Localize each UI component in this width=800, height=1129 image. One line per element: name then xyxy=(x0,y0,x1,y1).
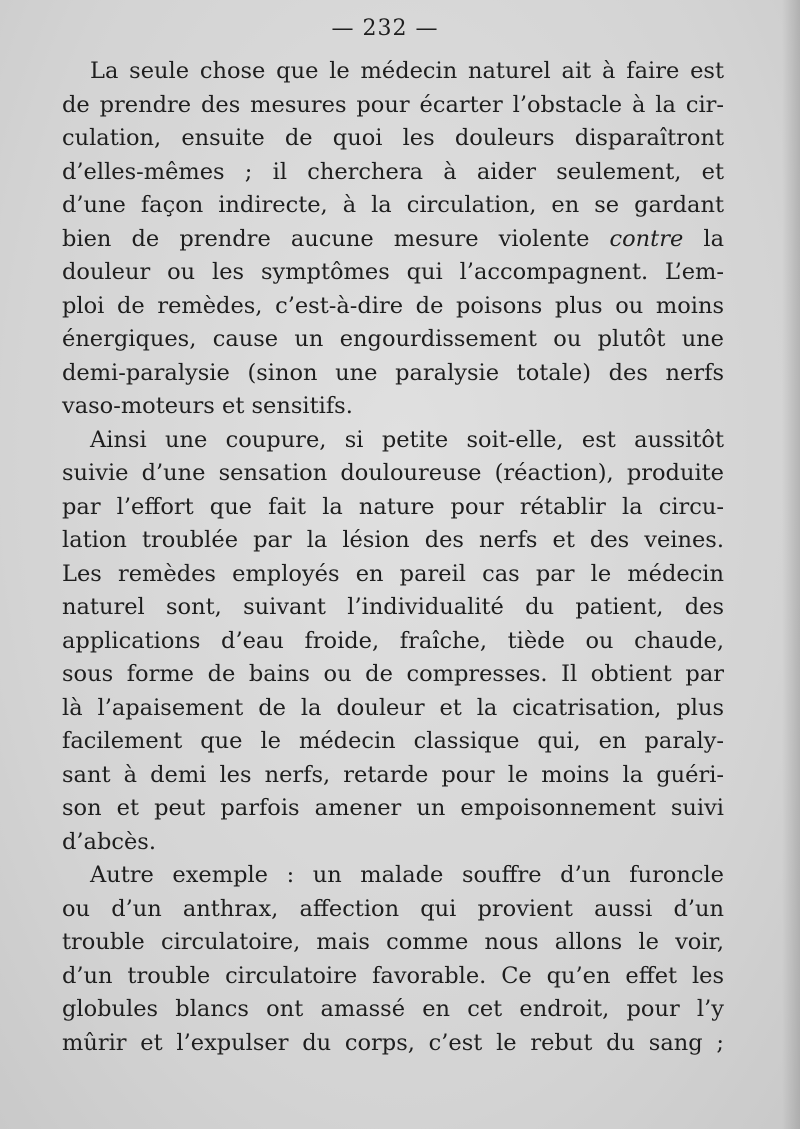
text-line: ploi de remèdes, c’est-à-dire de poisons plus ou moins xyxy=(62,292,724,319)
text-line: sant à demi les nerfs, retarde pour le moins la guéri- xyxy=(62,761,724,788)
text-line: lation troublée par la lésion des nerfs et des veines. xyxy=(62,527,724,553)
text-line: douleur ou les symptômes qui l’accompagnent. L’em- xyxy=(62,259,724,285)
text-line: Autre exemple : un malade souffre d’un furoncle xyxy=(90,862,724,888)
paragraph-2 xyxy=(62,424,724,860)
body-text xyxy=(62,55,724,1060)
paragraph-3 xyxy=(62,859,724,1060)
text-line: La seule chose que le médecin naturel ait à faire est xyxy=(90,58,724,84)
text-line: d’abcès. xyxy=(62,828,156,855)
text-line: d’un trouble circulatoire favorable. Ce qu’en effet les xyxy=(62,962,724,989)
text-line: demi-paralysie (sinon une paralysie totale) des nerfs xyxy=(62,359,724,386)
text-line: là l’apaisement de la douleur et la cicatrisation, plus xyxy=(62,694,724,721)
text-line: naturel sont, suivant l’individualité du patient, des xyxy=(62,594,724,620)
text-line: Les remèdes employés en pareil cas par le médecin xyxy=(62,560,724,587)
text-line: Ainsi une coupure, si petite soit-elle, est aussitôt xyxy=(90,426,724,453)
page-edge-shadow xyxy=(782,0,800,1129)
text-line: énergiques, cause un engourdissement ou plutôt une xyxy=(62,326,724,352)
text-line: sous forme de bains ou de compresses. Il obtient par xyxy=(62,661,724,687)
text-line: globules blancs ont amassé en cet endroit, pour l’y xyxy=(62,996,724,1022)
text-line: de prendre des mesures pour écarter l’obstacle à la cir- xyxy=(62,91,724,118)
text-line: applications d’eau froide, fraîche, tiède ou chaude, xyxy=(62,627,724,654)
text-line: bien de prendre aucune mesure violente contre la xyxy=(62,225,725,252)
text-line: facilement que le médecin classique qui, en paraly- xyxy=(62,728,724,754)
paragraph-1 xyxy=(62,55,724,424)
text-line: son et peut parfois amener un empoisonnement suivi xyxy=(62,795,724,821)
text-line: culation, ensuite de quoi les douleurs disparaîtront xyxy=(62,125,724,151)
text-line: par l’effort que fait la nature pour rétablir la circu- xyxy=(62,493,724,520)
text-line: mûrir et l’expulser du corps, c’est le rebut du sang ; xyxy=(62,1029,724,1056)
page-number: — 232 — xyxy=(331,16,439,41)
emphasis-text: contre xyxy=(609,225,684,252)
text-line: d’elles-mêmes ; il cherchera à aider seulement, et xyxy=(62,158,724,185)
text-line: suivie d’une sensation douloureuse (réaction), produite xyxy=(62,460,724,486)
text-line: vaso-moteurs et sensitifs. xyxy=(62,393,353,419)
text-line: d’une façon indirecte, à la circulation, en se gardant xyxy=(62,192,724,218)
text-line: ou d’un anthrax, affection qui provient aussi d’un xyxy=(62,895,724,922)
text-line: trouble circulatoire, mais comme nous allons le voir, xyxy=(62,929,724,955)
